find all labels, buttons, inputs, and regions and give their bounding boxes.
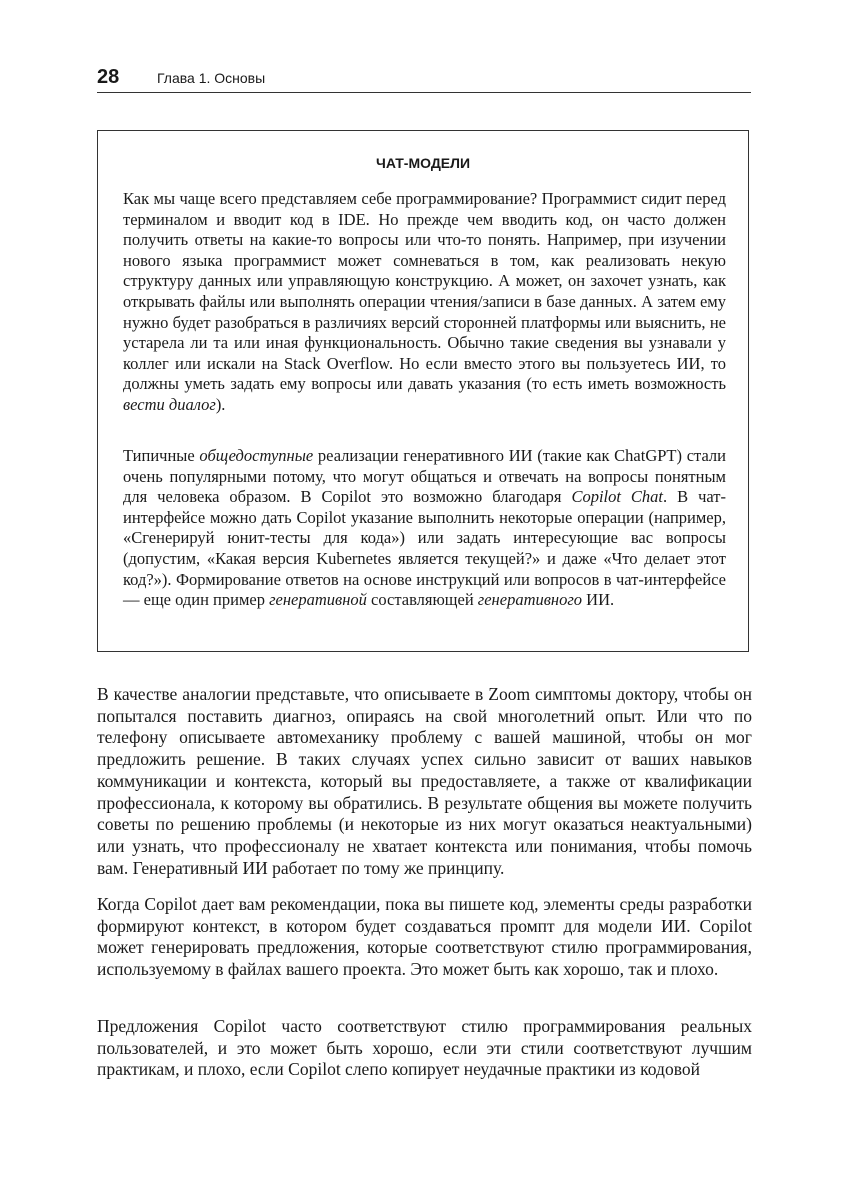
sidebar-paragraph-1 [123, 189, 726, 416]
body-paragraph-2: Когда Copilot дает вам рекомендации, пока вы пишете код, элементы среды разработки формируют контекст, в котором будет создаваться промпт для модели ИИ. Copilot может генерировать предложения, которые соответствуют стилю программирования, используемому в файлах вашего проекта. Это может быть как хорошо, так и плохо. [97, 894, 752, 980]
sidebar-p2-italic-4: генеративного [477, 590, 583, 610]
body-paragraph-3: Предложения Copilot часто соответствуют стилю программирования реальных пользователей, и это может быть хорошо, если эти стили соответствуют лучшим практикам, и плохо, если Copilot слепо копирует неудачные практики из кодовой [97, 1016, 752, 1080]
sidebar-p2-c: . В чат-интерфейсе можно дать Copilot указание выполнить некоторые операции (например, «Сгенерируй юнит-тесты для кода») или задать интересующие вас вопросы (допустим, «Какая версия Kubernetes является текущей?» и даже «Что делает этот код?»). Формирование ответов на основе инструкций или вопросов в чат-интерфейсе — еще один пример [123, 487, 726, 610]
sidebar-p1-text: Как мы чаще всего представляем себе программирование? Программист сидит перед терминалом и вводит код в IDE. Но прежде чем вводить код, он часто должен получить ответы на какие-то вопросы или что-то понять. Например, при изучении нового языка программист может сомневаться в том, как реализовать некую структуру данных или управляющую конструкцию. А может, он захочет узнать, как открывать файлы или выполнять операции чтения/записи в базе данных. А затем ему нужно будет разобраться в различиях версий сторонней платформы или выяснить, не устарела ли та или иная функциональность. Обычно такие сведения вы узнавали у коллег или искали на Stack Overflow. Но если вместо этого вы пользуетесь ИИ, то должны уметь задать ему вопросы или давать указания (то есть иметь возможность [123, 189, 726, 394]
chapter-title: Глава 1. Основы [157, 70, 266, 86]
page-header [97, 64, 751, 93]
sidebar-p2-italic-3: генеративной [269, 590, 367, 610]
sidebar-p1-end: ). [215, 394, 226, 414]
sidebar-p1-italic: вести диалог [123, 394, 216, 414]
sidebar-p2-a: Типичные [123, 446, 200, 465]
sidebar-p2-b: реализации генеративного ИИ (такие как ChatGPT) стали очень популярными потому, что могут общаться и отвечать на вопросы понятным для человека образом. В Copilot это возможно благодаря [123, 446, 726, 507]
sidebar-paragraph-2 [123, 446, 726, 611]
sidebar-p2-italic-1: общедоступные [199, 446, 314, 465]
page-number: 28 [97, 66, 120, 88]
sidebar-p2-d: составляющей [366, 590, 478, 610]
body-paragraph-1: В качестве аналогии представьте, что описываете в Zoom симптомы доктору, чтобы он попытался поставить диагноз, опираясь на свой многолетний опыт. Или что по телефону описываете автомеханику проблему с вашей машиной, чтобы он мог предложить решение. В таких случаях успех сильно зависит от ваших навыков коммуникации и контекста, который вы предоставляете, а также от квалификации профессионала, к которому вы обратились. В результате общения вы можете получить советы по решению проблемы (и некоторые из них могут оказаться неактуальными) или узнать, что профессионалу не хватает контекста или понимания, чтобы помочь вам. Генеративный ИИ работает по тому же принципу. [97, 684, 752, 878]
sidebar-p2-italic-2: Copilot Chat [571, 487, 664, 507]
sidebar-p2-e: ИИ. [582, 590, 615, 610]
chat-models-sidebar [97, 130, 749, 652]
sidebar-title: ЧАТ-МОДЕЛИ [375, 155, 471, 171]
